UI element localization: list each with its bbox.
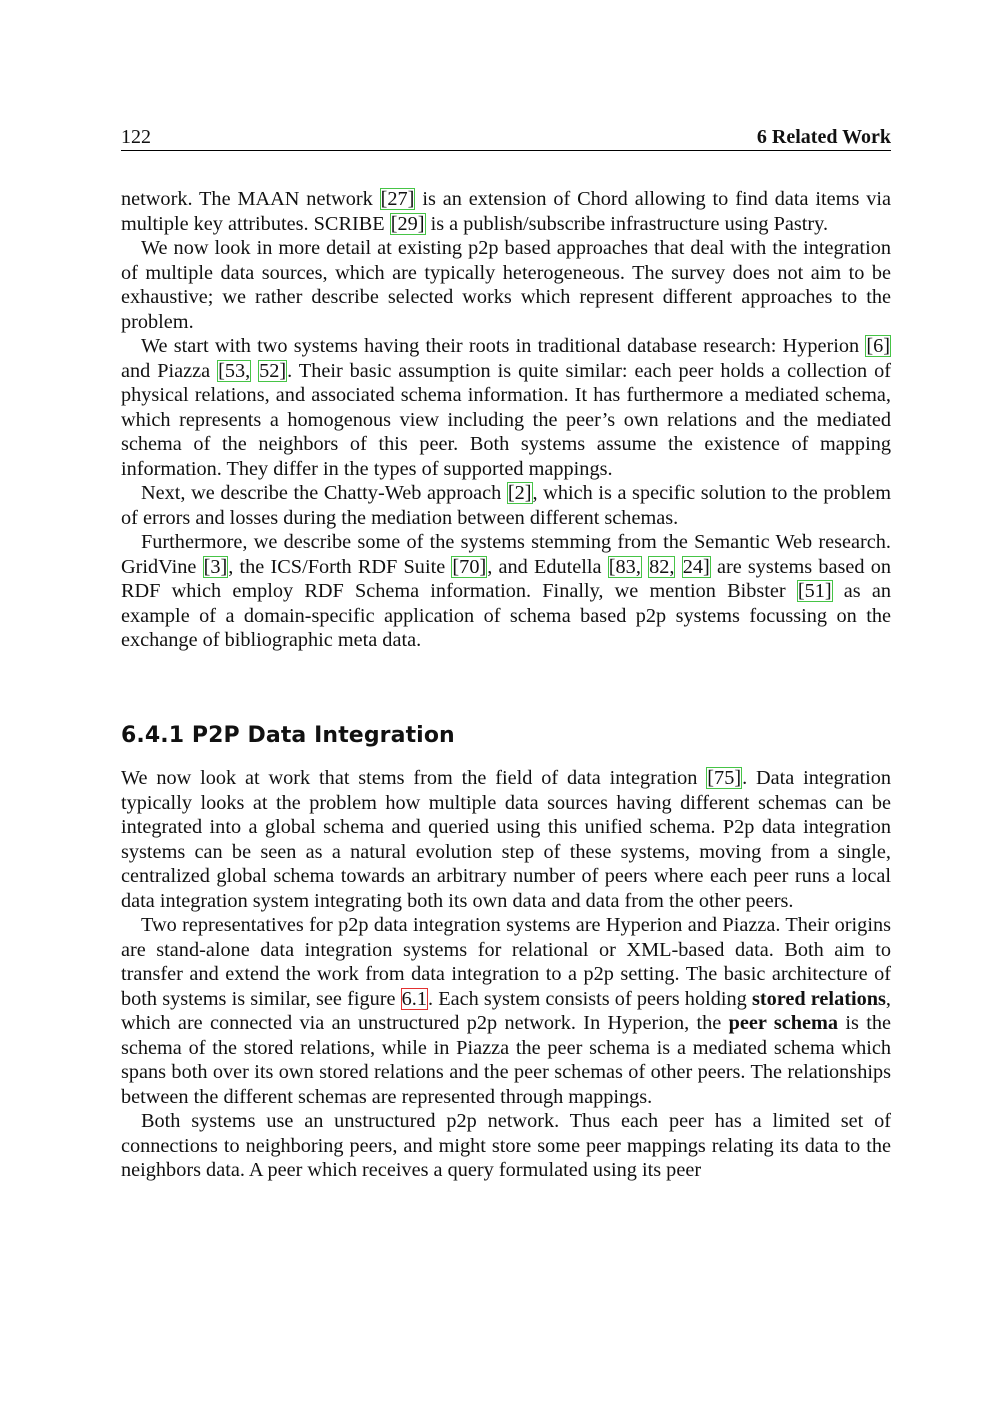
text-run: is an extension of Chord allowing to find data items via multiple key attributes. SCRIBE: [121, 188, 892, 235]
subsection-heading: 6.4.1 P2P Data Integration: [121, 723, 455, 748]
text-run: Next, we describe the Chatty-Web approach: [141, 482, 507, 504]
paragraph: [121, 530, 891, 653]
page-number: 122: [121, 126, 151, 148]
text-run: We start with two systems having their roots in traditional database research: Hyperion: [141, 335, 866, 357]
paragraph: [121, 481, 891, 530]
citation-link[interactable]: [70]: [452, 555, 487, 578]
citation-link[interactable]: 24]: [682, 555, 710, 578]
section-title: 6 Related Work: [756, 126, 891, 148]
citation-link[interactable]: [51]: [797, 580, 832, 602]
paragraph: [121, 334, 891, 481]
text-run: , which is a specific solution to the problem of errors and losses during the mediation between different schemas.: [121, 482, 891, 529]
citation-link[interactable]: [3]: [203, 555, 228, 578]
text-run: , which are connected via an unstructured p2p network. In Hyperion, the: [121, 987, 891, 1034]
text-run: Both systems use an unstructured p2p network. Thus each peer has a limited set of connections to neighboring peers, and might store some peer mappings relating its data to the neighbors data. A peer which receives a query formulated using its peer: [121, 1110, 891, 1181]
citation-link[interactable]: [6]: [866, 335, 890, 357]
citation-link[interactable]: [75]: [707, 767, 742, 789]
text-run: . Each system consists of peers holding: [428, 987, 752, 1010]
text-run: network. The MAAN network: [121, 188, 380, 210]
paragraph: [121, 1109, 891, 1183]
citation-link[interactable]: [2]: [507, 482, 532, 504]
text-run: Two representatives for p2p data integration systems are Hyperion and Piazza. Their origins are stand-alone data integration systems for relational or XML-based data. Both aim to transfer and extend the work from data integration to a p2p setting. The basic architecture of both systems is similar, see figure: [121, 914, 891, 1010]
text-run: is a publish/subscribe infrastructure using Pastry.: [425, 212, 829, 235]
text-run: We now look in more detail at existing p2p based approaches that deal with the integration of multiple data sources, which are typically heterogeneous. The survey does not aim to be exhaustive; we rather describe selected works which represent different approaches to the problem.: [121, 237, 891, 333]
text-run: , the ICS/Forth RDF Suite: [228, 555, 452, 578]
text-run: and Piazza: [121, 359, 218, 382]
text-run: , and Edutella: [487, 555, 608, 578]
paragraph: [121, 766, 891, 913]
citation-link[interactable]: [53,: [218, 359, 251, 382]
text-run: as an example of a domain-specific application of schema based p2p systems focussing on the exchange of bibliographic meta data.: [121, 580, 891, 651]
text-run: . Their basic assumption is quite similar: each peer holds a collection of physical relations, and associated schema information. It has furthermore a mediated schema, which represents a homogenous view including the peer’s own relations and the mediated schema of the neighbors of this peer. Both systems assume the existence of mapping information. They differ in the types of supported mappings.: [121, 359, 891, 480]
citation-link[interactable]: [83,: [608, 555, 641, 578]
bold-term: stored relations: [751, 987, 886, 1010]
text-run: We now look at work that stems from the field of data integration: [121, 767, 707, 789]
figure-reference-link[interactable]: 6.1: [401, 987, 428, 1010]
running-header: [121, 124, 891, 151]
text-run: Furthermore, we describe some of the systems stemming from the Semantic Web research. GridVine: [121, 531, 891, 578]
citation-link[interactable]: 52]: [259, 359, 287, 382]
text-run: is the schema of the stored relations, while in Piazza the peer schema is a mediated schema which spans both over its own stored relations and the peer schemas of other peers. The relationships between the different schemas are represented through mappings.: [121, 1012, 892, 1108]
citation-link[interactable]: [27]: [380, 188, 415, 210]
subsection-body: [121, 766, 891, 1183]
intro-block: [121, 187, 891, 653]
text-run: . Data integration typically looks at the problem how multiple data sources having different schemas can be integrated into a global schema and queried using this unified schema. P2p data integration systems can be seen as a natural evolution step of these systems, moving from a single, centralized global schema towards an arbitrary number of peers where each peer runs a local data integration system integrating both its own data and data from the other peers.: [121, 767, 891, 912]
text-run: are systems based on RDF which employ RDF Schema information. Finally, we mention Bibster: [121, 555, 892, 602]
citation-link[interactable]: 82,: [649, 555, 675, 578]
citation-link[interactable]: [29]: [390, 212, 425, 235]
text-run: [675, 556, 681, 578]
paragraph: [121, 187, 891, 236]
paragraph: [121, 913, 891, 1109]
paragraph: [121, 236, 891, 334]
bold-term: peer schema: [728, 1012, 839, 1034]
